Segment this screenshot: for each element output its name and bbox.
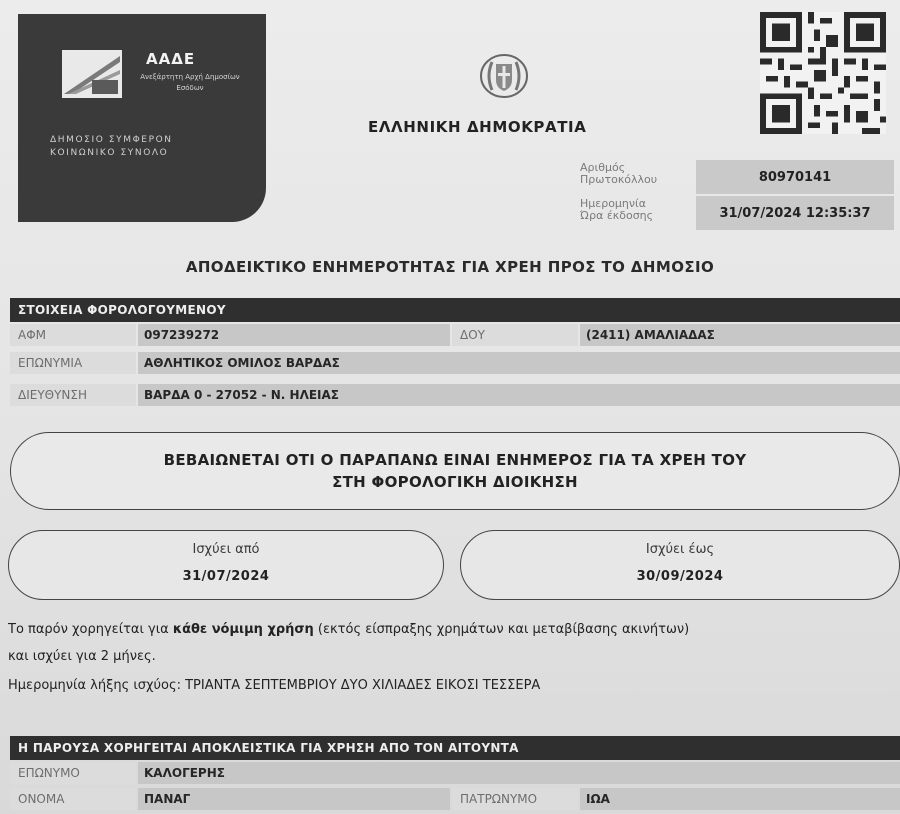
taxpayer-afm-row — [10, 324, 900, 346]
protocol-label-line-1: Αριθμός — [580, 161, 626, 174]
address-label: ΔΙΕΥΘΥΝΣΗ — [10, 384, 136, 406]
protocol-label — [580, 162, 657, 186]
taxpayer-name-row — [10, 352, 900, 374]
aade-abbreviation: ΑΑΔΕ — [146, 50, 196, 68]
valid-from-date: 31/07/2024 — [182, 569, 270, 584]
tagline-line-1: ΔΗΜΟΣΙΟ ΣΥΜΦΕΡΟΝ — [50, 135, 173, 145]
name-value: ΑΘΛΗΤΙΚΟΣ ΟΜΙΛΟΣ ΒΑΡΔΑΣ — [138, 352, 900, 374]
afm-label: ΑΦΜ — [10, 324, 136, 346]
aade-subtitle: Ανεξάρτητη Αρχή Δημοσίων Εσόδων — [140, 73, 240, 92]
issue-date-label-line-2: Ώρα έκδοσης — [580, 209, 654, 222]
aade-mark-icon — [62, 50, 122, 98]
valid-to-label: Ισχύει έως — [645, 542, 715, 557]
republic-heading: ΕΛΛΗΝΙΚΗ ΔΗΜΟΚΡΑΤΙΑ — [368, 118, 587, 136]
valid-from-label: Ισχύει από — [192, 542, 260, 557]
firstname-value: ΠΑΝΑΓ — [138, 788, 450, 810]
validity-duration-note: και ισχύει για 2 μήνες. — [8, 649, 156, 664]
applicant-surname-row — [10, 762, 900, 784]
protocol-label-line-2: Πρωτοκόλλου — [580, 173, 658, 186]
firstname-label: ΟΝΟΜΑ — [10, 788, 136, 810]
usage-note-end: (εκτός είσπραξης χρημάτων και μεταβίβασης ακινήτων) — [313, 622, 690, 637]
issue-date-label-line-1: Ημερομηνία — [580, 197, 647, 210]
certification-line-1: ΒΕΒΑΙΩΝΕΤΑΙ ΟΤΙ Ο ΠΑΡΑΠΑΝΩ ΕΙΝΑΙ ΕΝΗΜΕΡΟΣ ΓΙΑ ΤΑ ΧΡΕΗ ΤΟΥ — [163, 451, 747, 469]
doy-label: ΔΟΥ — [452, 324, 578, 346]
issue-datetime: 31/07/2024 12:35:37 — [696, 196, 894, 230]
father-name-label: ΠΑΤΡΩΝΥΜΟ — [452, 788, 578, 810]
certification-line-2: ΣΤΗ ΦΟΡΟΛΟΓΙΚΗ ΔΙΟΙΚΗΣΗ — [332, 473, 578, 491]
usage-note-bold: κάθε νόμιμη χρήση — [172, 622, 314, 637]
father-name-value: ΙΩΑ — [580, 788, 900, 810]
protocol-number: 80970141 — [696, 160, 894, 194]
certification-box — [10, 432, 900, 510]
issue-date-label — [580, 198, 653, 222]
applicant-firstname-row — [10, 788, 900, 810]
afm-value: 097239272 — [138, 324, 450, 346]
surname-label: ΕΠΩΝΥΜΟ — [10, 762, 136, 784]
qr-code — [760, 12, 886, 134]
surname-value: ΚΑΛΟΓΕΡΗΣ — [138, 762, 900, 784]
taxpayer-section-header: ΣΤΟΙΧΕΙΑ ΦΟΡΟΛΟΓΟΥΜΕΝΟΥ — [10, 298, 900, 322]
usage-note — [8, 621, 689, 639]
tagline-line-2: ΚΟΙΝΩΝΙΚΟ ΣΥΝΟΛΟ — [50, 148, 169, 158]
expiry-date-words: Ημερομηνία λήξης ισχύος: ΤΡΙΑΝΤΑ ΣΕΠΤΕΜΒΡΙΟΥ ΔΥΟ ΧΙΛΙΑΔΕΣ ΕΙΚΟΣΙ ΤΕΣΣΕΡΑ — [8, 678, 541, 693]
name-label: ΕΠΩΝΥΜΙΑ — [10, 352, 136, 374]
address-value: ΒΑΡΔΑ 0 - 27052 - Ν. ΗΛΕΙΑΣ — [138, 384, 900, 406]
usage-note-start: Το παρόν χορηγείται για — [8, 622, 173, 637]
applicant-section-header: Η ΠΑΡΟΥΣΑ ΧΟΡΗΓΕΙΤΑΙ ΑΠΟΚΛΕΙΣΤΙΚΑ ΓΙΑ ΧΡΗΣΗ ΑΠΟ ΤΟΝ ΑΙΤΟΥΝΤΑ — [10, 736, 900, 760]
aade-logo — [18, 14, 266, 222]
aade-tagline — [50, 134, 173, 160]
taxpayer-address-row — [10, 384, 900, 406]
document-title: ΑΠΟΔΕΙΚΤΙΚΟ ΕΝΗΜΕΡΟΤΗΤΑΣ ΓΙΑ ΧΡΕΗ ΠΡΟΣ ΤΟ ΔΗΜΟΣΙΟ — [185, 258, 715, 276]
valid-to-date: 30/09/2024 — [636, 569, 724, 584]
valid-from-box — [8, 530, 444, 600]
doy-value: (2411) ΑΜΑΛΙΑΔΑΣ — [580, 324, 900, 346]
greek-emblem-icon — [478, 52, 530, 100]
valid-to-box — [460, 530, 900, 600]
